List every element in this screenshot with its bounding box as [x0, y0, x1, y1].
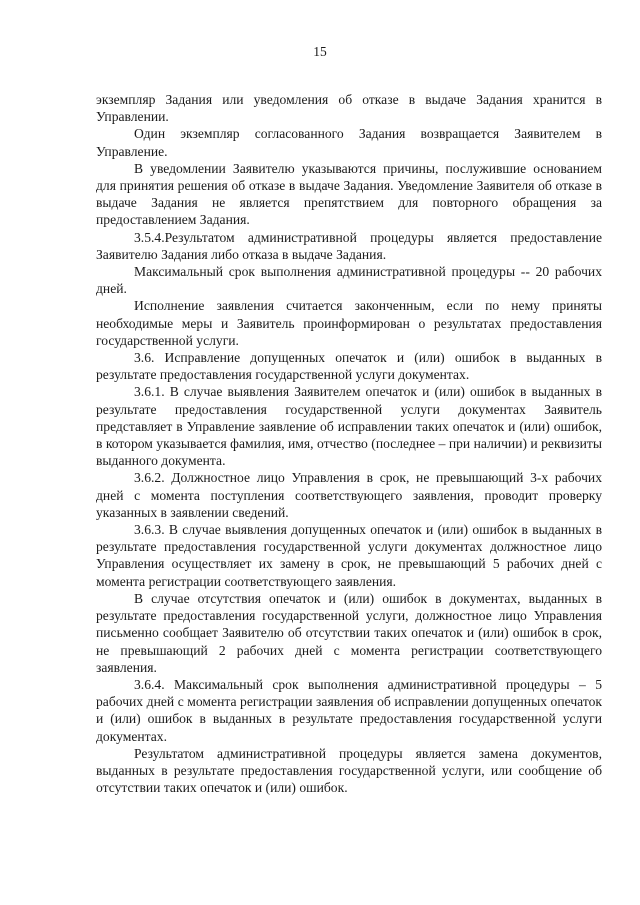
paragraph: Результатом административной процедуры является замена документов, выданных в результате предоставления государственной услуги, или сообщение об отсутствии таких опечаток и (или) ошибок. [96, 745, 602, 796]
paragraph: В уведомлении Заявителю указываются причины, послужившие основанием для принятия решения об отказе в выдаче Задания. Уведомление Заявителя об отказе в выдаче Задания не является препятствием для повторного обращения за предоставлением Задания. [96, 160, 602, 228]
page-number: 15 [313, 44, 327, 59]
paragraph: 3.6.4. Максимальный срок выполнения административной процедуры – 5 рабочих дней с момента регистрации заявления об исправлении допущенных опечаток и (или) ошибок в выданных в результате предоставления государственной услуги документах. [96, 676, 602, 744]
paragraph: 3.5.4.Результатом административной процедуры является предоставление Заявителю Задания либо отказа в выдаче Задания. [96, 229, 602, 262]
paragraph: 3.6.2. Должностное лицо Управления в срок, не превышающий 3-х рабочих дней с момента поступления соответствующего заявления, проводит проверку указанных в заявлении сведений. [96, 470, 602, 520]
paragraph: экземпляр Задания или уведомления об отказе в выдаче Задания хранится в Управлении. [96, 92, 602, 125]
paragraph: 3.6.1. В случае выявления Заявителем опечаток и (или) ошибок в выданных в результате предоставления государственной услуги документах Заявитель представляет в Управление заявление об исправлении таких опечаток и (или) ошибок, в котором указывается фамилия, имя, отчество (последнее – при наличии) и реквизиты выданного документа. [96, 384, 602, 469]
paragraph: 3.6. Исправление допущенных опечаток и (или) ошибок в выданных в результате предоставления государственной услуги документах. [96, 350, 602, 383]
paragraph: Исполнение заявления считается законченным, если по нему приняты необходимые меры и Заявитель проинформирован о результатах предоставления государственной услуги. [96, 298, 602, 348]
paragraph: В случае отсутствия опечаток и (или) ошибок в документах, выданных в результате предоставления государственной услуги, должностное лицо Управления письменно сообщает Заявителю об отсутствии таких опечаток и (или) ошибок в срок, не превышающий 2 рабочих дней с момента регистрации соответствующего заявления. [96, 590, 602, 675]
paragraph: Максимальный срок выполнения административной процедуры -- 20 рабочих дней. [96, 264, 602, 297]
document-body [96, 91, 602, 796]
paragraph: 3.6.3. В случае выявления допущенных опечаток и (или) ошибок в выданных в результате предоставления государственной услуги документах должностное лицо Управления осуществляет их замену в срок, не превышающий 5 рабочих дней с момента регистрации соответствующего заявления. [96, 522, 602, 589]
paragraph: Один экземпляр согласованного Задания возвращается Заявителем в Управление. [96, 126, 602, 159]
